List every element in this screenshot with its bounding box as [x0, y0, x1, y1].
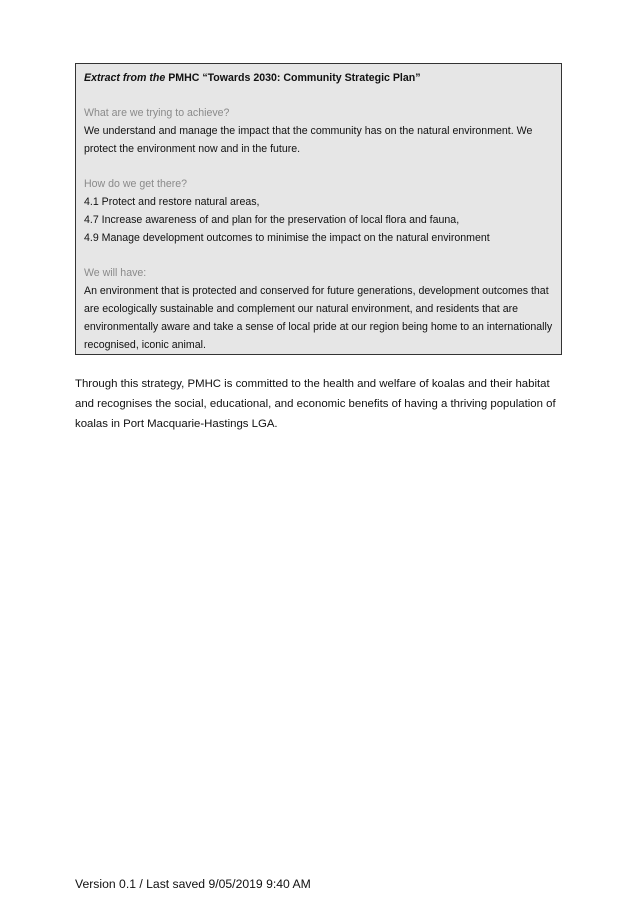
- body-paragraph: Through this strategy, PMHC is committed to the health and welfare of koalas and their habitat and recognises the social, educational, and economic benefits of having a thriving population of koalas in Port Macquarie-Hastings LGA.: [75, 378, 556, 430]
- list-item: 4.7 Increase awareness of and plan for the preservation of local flora and fauna,: [84, 214, 460, 226]
- section-text-achieve: We understand and manage the impact that the community has on the natural environment. We protect the environment now and in the future.: [84, 125, 533, 155]
- section-heading-achieve: What are we trying to achieve?: [84, 107, 230, 119]
- list-item: 4.1 Protect and restore natural areas,: [84, 196, 260, 208]
- extract-title: [84, 69, 553, 87]
- section-text-will-have: An environment that is protected and conserved for future generations, development outcomes that are ecologically sustainable and complement our natural environment, and residents that are environmentally aware and take a sense of local pride at our region being home to an internationally recognised, iconic animal.: [84, 285, 553, 351]
- list-item: 4.9 Manage development outcomes to minimise the impact on the natural environment: [84, 232, 490, 244]
- section-heading-will-have: We will have:: [84, 267, 147, 279]
- page-footer: Version 0.1 / Last saved 9/05/2019 9:40 AM: [75, 877, 311, 891]
- extract-title-italic: Extract from the: [84, 72, 166, 84]
- section-heading-how: How do we get there?: [84, 178, 188, 190]
- strategic-plan-extract-box: [75, 63, 562, 355]
- extract-title-rest: PMHC “Towards 2030: Community Strategic Plan”: [165, 72, 421, 84]
